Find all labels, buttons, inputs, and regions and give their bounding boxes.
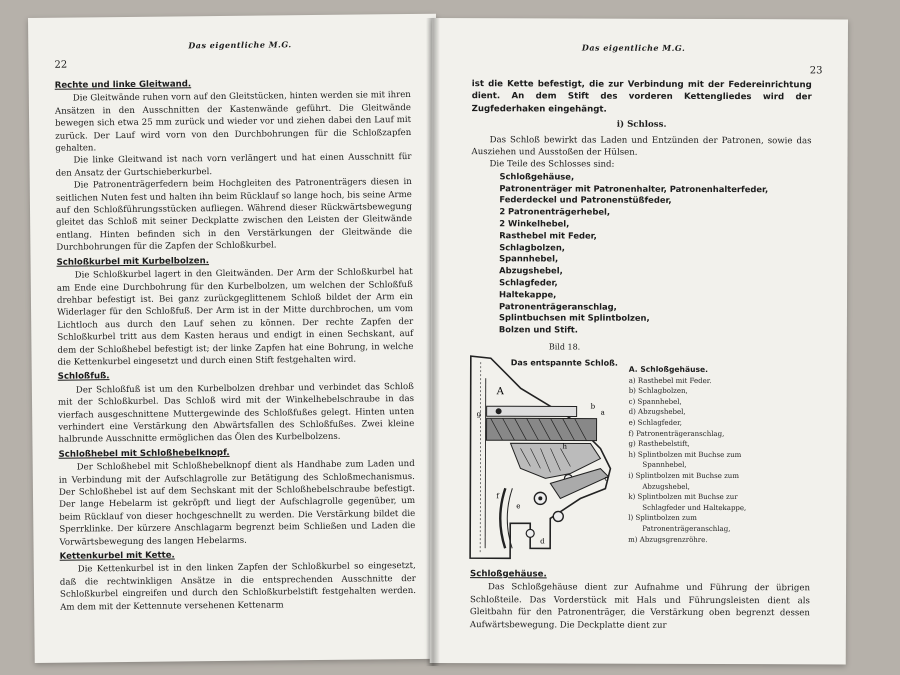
legend-item: l) Splintbolzen zum Patronenträgeranschlag, [628,514,731,533]
legend-item: h) Splintbolzen mit Buchse zum Spannhebel, [628,450,742,470]
section-title: i) Schloss. [616,119,667,131]
figure-label: Bild 18. [548,342,581,352]
paragraph: Die Schloßkurbel lagert in den Gleitwänden. Der Arm der Schloßkurbel hat am Ende eine Durchbohrung für den Kurbelbolzen, um welchen der Schloßfuß drehbar befestigt ist. Bei ganz zurückgeglittenem Schloß bildet der Arm ein Widerlager für den Schloßfuß. Der Arm ist in der Mitte durchbrochen, um vom Lichtloch aus durch den Lauf sehen zu können. Der rechte Zapfen der Schloßkurbel tritt aus dem Kasten heraus und endigt in einen Sechskant, auf dem der Schloßhebel befestigt ist; der linke Zapfen hat eine Bohrung, in welche die Kettenkurbel eingesetzt und durch einen Stift festgehalten wird. [56,267,414,368]
section-heading: Schloßkurbel mit Kurbelbolzen. [56,255,210,268]
right-page-footer-text [470,566,810,632]
lock-mechanism-drawing [450,348,626,574]
list-item: Bolzen und Stift. [498,324,578,335]
paragraph: Der Schloßhebel mit Schloßhebelknopf dient als Handhabe zum Laden und in Verbindung mit der Aufschlagrolle zur Betätigung des Schloßmechanismus. Der Schloßhebel ist auf dem Sechskant mit der Schloßhebelschraube befestigt. Der lange Hebelarm ist gekröpft und liegt der Aufschlagrolle gegenüber, um beim Rücklauf von dieser hochgeschnellt zu werden. Die Verstärkung bildet die Sperrklinke. Der kürzere Anschlagarm begrenzt beim Schließen und Laden die Vorwärtsbewegung des langen Hebelarms. [58,459,416,548]
paragraph: Die linke Gleitwand ist nach vorn verlängert und hat einen Ausschnitt für den Ansatz der Gurtschieberkurbel. [55,152,412,179]
section-heading: Schloßfuß. [57,371,110,383]
legend-item: d) Abzugshebel, [628,408,686,417]
list-item: 2 Patronenträgerhebel, [499,206,611,217]
book-spread [28,18,850,668]
list-item: Spannhebel, [499,253,559,264]
left-page [28,14,443,663]
page-number: 22 [54,59,68,71]
legend-item: c) Spannhebel, [628,397,682,406]
svg-text:a: a [600,408,605,417]
svg-text:d: d [540,537,545,546]
figure-legend [628,365,769,546]
section-heading: Kettenkurbel mit Kette. [59,550,175,562]
list-item: Schlagbolzen, [499,241,566,253]
section-heading: Schloßhebel mit Schloßhebelknopf. [58,447,230,460]
list-item: Haltekappe, [499,289,557,300]
list-item: Schloßgehäuse, [499,171,575,182]
paragraph: Die Gleitwände ruhen vorn auf den Gleitstücken, hinten werden sie mit ihren Ansätzen in den Ausschnitten der Kastenwände geführt. Die Gleitwände bewegen sich etwa 25 mm zurück und wieder vor und ziehen dabei den Lauf mit zurück. Der Lauf wird vorn von den Durchbohrungen für die Schloßzapfen gehalten. [54,90,412,154]
list-item: Splintbuchsen mit Splintbolzen, [498,312,650,324]
legend-item: f) Patronenträgeranschlag, [628,429,725,438]
parts-list [471,171,812,337]
list-item: 2 Winkelhebel, [499,218,570,229]
svg-text:e: e [516,502,521,511]
legend-item: i) Splintbolzen mit Buchse zum Abzugshebel, [628,471,739,491]
paragraph: Die Teile des Schlosses sind: [489,159,615,171]
svg-text:c: c [604,474,609,483]
figure-bild-18 [450,338,841,567]
page-number: 23 [809,65,823,77]
running-head: Das eigentliche M.G. [581,42,686,53]
legend-header: A. Schloßgehäuse. [628,364,709,374]
paragraph: Das Schloß bewirkt das Laden und Entzünden der Patronen, sowie das Ausziehen und Ausstoßen der Hülsen. [471,134,812,158]
svg-text:g: g [476,410,482,419]
svg-text:h: h [562,442,568,451]
svg-text:f: f [496,492,499,501]
legend-item: k) Splintbolzen mit Buchse zur Schlagfeder und Haltekappe, [628,492,747,512]
legend-item: e) Schlagfeder, [628,418,682,427]
list-item: Schlagfeder, [499,277,558,288]
legend-item: m) Abzugsgrenzröhre. [628,535,708,544]
paragraph: Das Schloßgehäuse dient zur Aufnahme und Führung der übrigen Schloßteile. Das Vorderstück mit Hals und Führungsleisten dient als Gleitbahn für den Patronenträger, die Verstärkung oben begrenzt dessen Aufwärtsbewegung. Die Deckplatte dient zur [469,582,811,631]
running-head: Das eigentliche M.G. [188,39,292,51]
svg-text:b: b [590,402,596,411]
paragraph: Der Schloßfuß ist um den Kurbelbolzen drehbar und verbindet das Schloß mit der Schloßkurbel. Das Schloß wird mit der Winkelhebelschraube in das vierfach ausgeschnittene Muttergewinde des Schloßfußes gelegt. Hinten unten verhindert eine Verstärkung den Abwärtsfallen des Schloßfußes. Zwei kleine halbrunde Ausschnitte ermöglichen das Ölen des Kurbelbolzens. [57,381,415,446]
svg-text:A: A [496,386,504,398]
paragraph: Die Patronenträgerfedern beim Hochgleiten des Patronenträgers diesen in seitlichen Nuten fest und halten ihn beim Rücklauf so lange hoch, bis seine Arme auf den Schloßführungsstücken aufliegen. Während dieser Rückwärtsbewegung gleitet das Schloß mit seiner Deckplatte zwischen den Leisten der Gleitwände entlang. Hinten befinden sich in den Verstärkungen der Gleitwände die Durchbohrungen für die Zapfen der Schloßkurbel. [55,177,413,253]
legend-item: b) Schlagbolzen, [628,386,688,396]
legend-item: a) Rasthebel mit Feder. [628,376,712,385]
section-heading: Schloßgehäuse. [470,569,547,580]
list-item: Rasthebel mit Feder, [499,230,597,241]
left-page-body [55,74,417,614]
paragraph: ist die Kette befestigt, die zur Verbindung mit der Federeinrichtung dient. An dem Stift des vorderen Kettengliedes wird der Zugfederhaken eingehängt. [471,79,812,115]
legend-item: g) Rasthebelstift, [628,439,690,449]
section-heading: Rechte und linke Gleitwand. [54,79,192,91]
list-item: Abzugshebel, [499,265,563,276]
figure-caption: Das entspannte Schloß. [510,358,618,368]
right-page [430,18,848,664]
paragraph: Die Kettenkurbel ist in den linken Zapfen der Schloßkurbel so eingesetzt, daß die rechtwinkligen Ansätze in die entsprechenden Ausschnitte der Schloßkurbel eingreifen und durch den Schloßkurbelstift festgehalten werden. Am dem mit der Kettennute versehenen Kettenarm [59,561,417,613]
book-gutter [426,18,440,666]
list-item: Patronenträgeranschlag, [498,300,617,312]
list-item: Patronenträger mit Patronenhalter, Patronenhalterfeder, Federdeckel und Patronenstüßfeder, [499,182,769,206]
right-page-body [471,78,812,337]
